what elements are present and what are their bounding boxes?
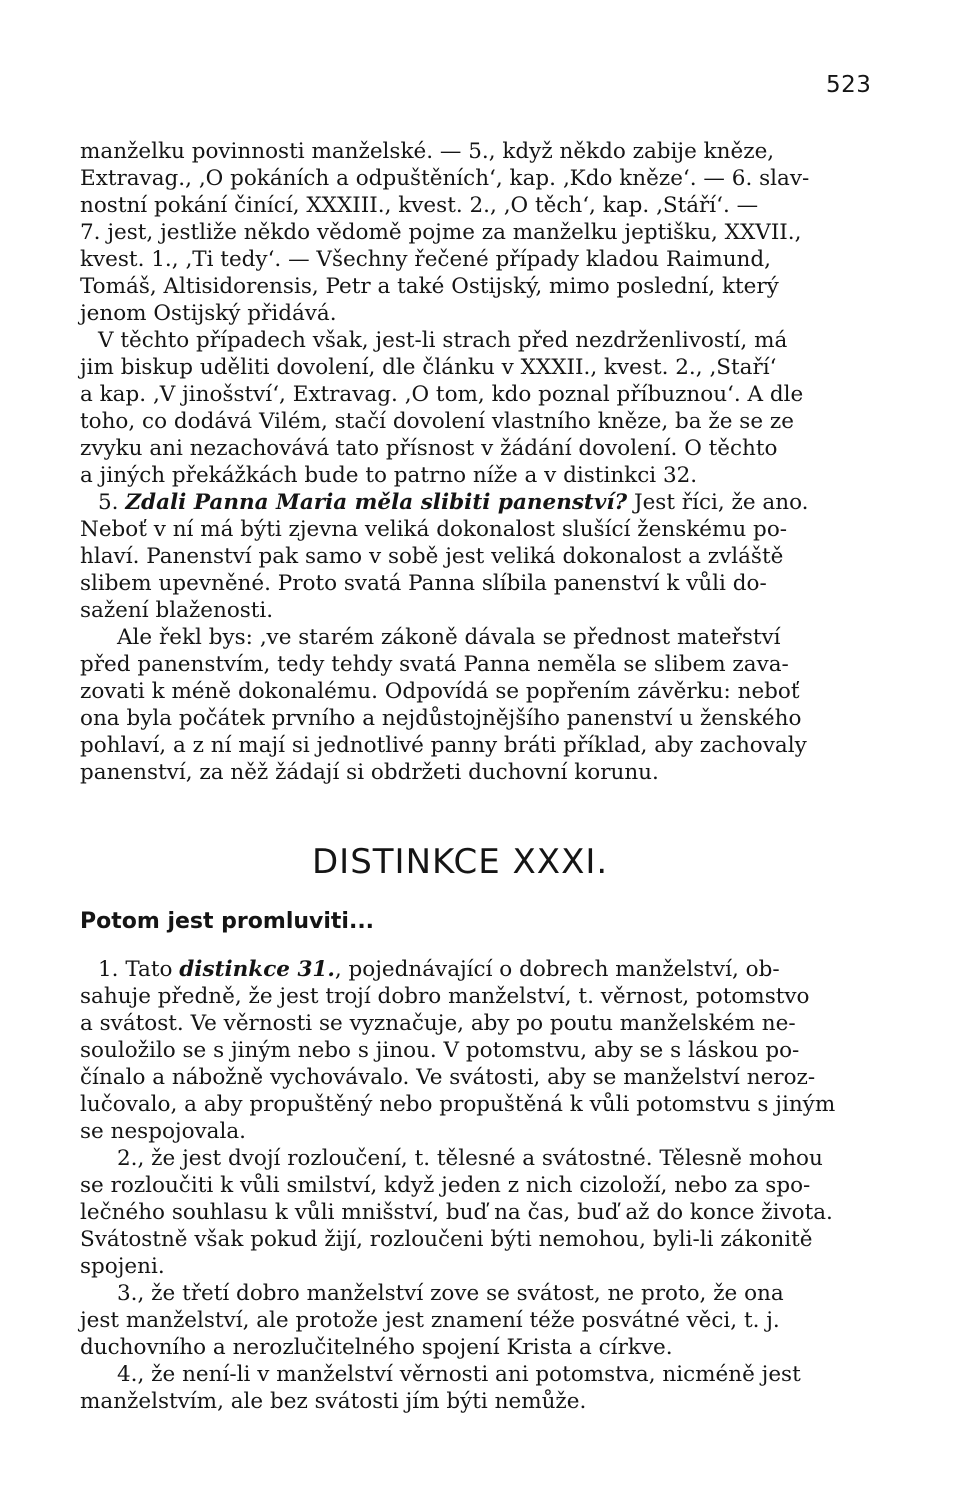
text-line: jest manželství, ale protože jest znamení téže posvátné věci, t. j.	[80, 1308, 780, 1333]
text-line: sahuje předně, že jest trojí dobro manželství, t. věrnost, potomstvo	[80, 984, 810, 1009]
item-number: 1. Tato	[98, 957, 180, 982]
text-line: a jiných překážkách bude to patrno níže a v distinkci 32.	[80, 463, 698, 488]
text-line: Svátostně však pokud žijí, rozloučeni býti nemohou, byli-li zákonitě	[80, 1227, 813, 1252]
text-line: toho, co dodává Vilém, stačí dovolení vlastního kněze, ba že se ze	[80, 409, 794, 434]
text-line: před panenstvím, tedy tehdy svatá Panna neměla se slibem zava-	[80, 652, 789, 677]
text-line: ona byla počátek prvního a nejdůstojnějšího panenství u ženského	[80, 706, 802, 731]
text-line: 2., že jest dvojí rozloučení, t. tělesné a svátostné. Tělesně mohou	[117, 1146, 823, 1171]
text-line: zovati k méně dokonalému. Odpovídá se popřením závěrku: neboť	[80, 679, 800, 704]
text-line: souložilo se s jiným nebo s jinou. V potomstvu, aby se s láskou po-	[80, 1038, 800, 1063]
page-number: 523	[826, 72, 872, 98]
text-line: a svátost. Ve věrnosti se vyznačuje, aby po poutu manželském ne-	[80, 1011, 796, 1036]
numbered-line	[98, 956, 780, 984]
text-line: sažení blaženosti.	[80, 598, 274, 623]
text-line: spojeni.	[80, 1254, 165, 1279]
text-line: lečného souhlasu k vůli mnišství, buď na čas, buď až do konce života.	[80, 1200, 833, 1225]
text-line: Extravag., ‚O pokáních a odpuštěních‘, kap. ‚Kdo kněze‘. — 6. slav-	[80, 166, 810, 191]
text-line: panenství, za něž žádají si obdržeti duchovní korunu.	[80, 760, 659, 785]
text-line: Tomáš, Altisidorensis, Petr a také Ostijský, mimo poslední, který	[80, 274, 779, 299]
text-line: Neboť v ní má býti zjevna veliká dokonalost slušící ženskému po-	[80, 517, 788, 542]
text-line: pohlaví, a z ní mají si jednotlivé panny bráti příklad, aby zachovaly	[80, 733, 807, 758]
text-line: kvest. 1., ‚Ti tedy‘. — Všechny řečené případy kladou Raimund,	[80, 247, 771, 272]
text-line: duchovního a nerozlučitelného spojení Krista a církve.	[80, 1335, 673, 1360]
item-text: , pojednávající o dobrech manželství, ob-	[334, 957, 780, 982]
section-heading: DISTINKCE XXXI.	[312, 842, 609, 882]
text-line: V těchto případech však, jest-li strach před nezdrženlivostí, má	[98, 328, 788, 353]
text-line: čínalo a nábožně vychovávalo. Ve svátosti, aby se manželství neroz-	[80, 1065, 816, 1090]
text-line: manželku povinnosti manželské. — 5., když někdo zabije kněze,	[80, 139, 775, 164]
text-line: 4., že není-li v manželství věrnosti ani potomstva, nicméně jest	[117, 1362, 801, 1387]
text-line: jim biskup uděliti dovolení, dle článku v XXXII., kvest. 2., ‚Staří‘	[80, 355, 777, 380]
text-line: hlaví. Panenství pak samo v sobě jest veliká dokonalost a zvláště	[80, 544, 784, 569]
text-line: se rozloučiti k vůli smilství, když jeden z nich cizoloží, nebo za spo-	[80, 1173, 811, 1198]
text-line: 3., že třetí dobro manželství zove se svátost, ne proto, že ona	[117, 1281, 784, 1306]
text-line: lučovalo, a aby propuštěný nebo propuštěná k vůli potomstvu s jiným	[80, 1092, 836, 1117]
text-line: manželstvím, ale bez svátosti jím býti nemůže.	[80, 1389, 587, 1414]
question-answer: Jest říci, že ano.	[627, 490, 809, 515]
text-line: se nespojovala.	[80, 1119, 247, 1144]
text-line: Ale řekl bys: ‚ve starém zákoně dávala se přednost mateřství	[117, 625, 781, 650]
text-line: 7. jest, jestliže někdo vědomě pojme za manželku jeptišku, XXVII.,	[80, 220, 802, 245]
subheading: Potom jest promluviti...	[80, 909, 375, 934]
item-reference: distinkce 31.	[179, 957, 335, 982]
question-number: 5.	[98, 490, 126, 515]
text-line: a kap. ‚V jinošství‘, Extravag. ‚O tom, kdo poznal příbuznou‘. A dle	[80, 382, 804, 407]
text-line: zvyku ani nezachovává tato přísnost v žádání dovolení. O těchto	[80, 436, 778, 461]
question-title: Zdali Panna Maria měla slibiti panenství?	[125, 490, 628, 515]
text-line: nostní pokání činící, XXXIII., kvest. 2., ‚O těch‘, kap. ‚Stáří‘. —	[80, 193, 759, 218]
text-line: jenom Ostijský přidává.	[80, 301, 337, 326]
question-line	[98, 489, 809, 517]
text-line: slibem upevněné. Proto svatá Panna slíbila panenství k vůli do-	[80, 571, 767, 596]
